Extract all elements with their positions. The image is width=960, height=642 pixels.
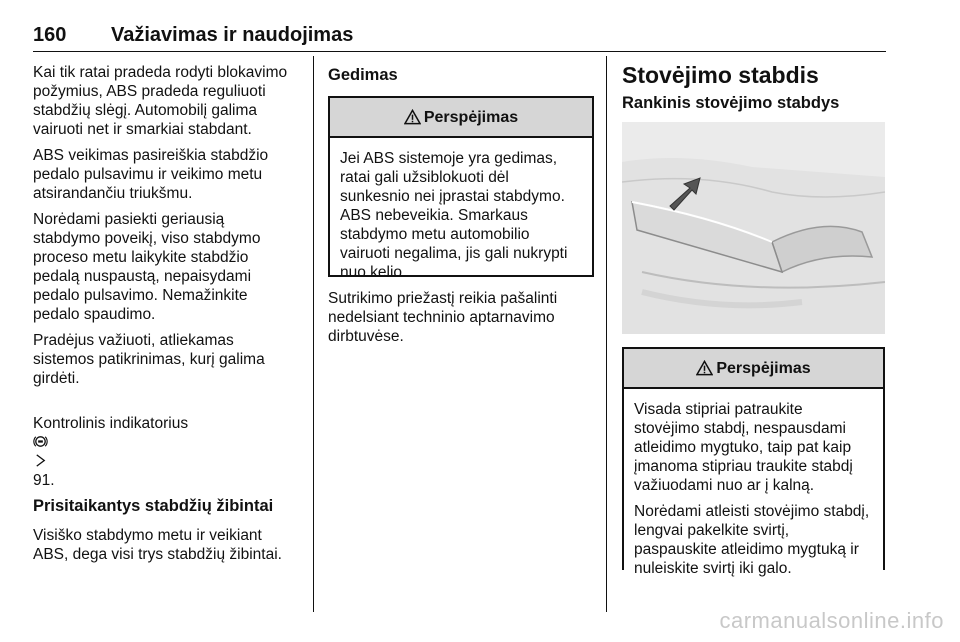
warning-text: Visada stipriai patraukite stovėjimo stabdį, nespausdami atleidimo mygtuko, taip pat kaip įmanoma stipriau traukite stabdį važiuodami nuo ar į kalną. — [634, 401, 853, 494]
column-1 — [33, 63, 309, 571]
section-heading: Stovėjimo stabdis — [622, 62, 819, 88]
page-header — [33, 24, 886, 52]
page-title: Važiavimas ir naudojimas — [111, 24, 354, 46]
page-number: 160 — [33, 24, 67, 46]
warning-body — [330, 138, 592, 296]
header-rule — [33, 51, 886, 52]
page-reference: 91. — [33, 472, 55, 489]
warning-triangle-icon — [696, 360, 713, 376]
warning-triangle-icon — [404, 109, 421, 125]
warning-text: Norėdami atleisti stovėjimo stabdį, lengvai pakelkite svirtį, paspauskite atleidimo mygtuką ir nuleiskite svirtį iki galo. — [634, 503, 870, 577]
paragraph: Visiško stabdymo metu ir veikiant ABS, dega visi trys stabdžių žibintai. — [33, 527, 282, 563]
paragraph: Norėdami pasiekti geriausią stabdymo poveikį, viso stabdymo proceso metu laikykite stabdžio pedalą nuspaustą, nepaisydami pedalo pulsavimo. Nemažinkite pedalo spaudimo. — [33, 211, 261, 323]
handbrake-illustration — [622, 122, 885, 334]
column-2 — [328, 63, 594, 353]
subsection-heading: Rankinis stovėjimo stabdys — [622, 94, 840, 112]
warning-label: Perspėjimas — [716, 359, 811, 377]
warning-box — [328, 96, 594, 281]
paragraph: Sutrikimo priežastį reikia pašalinti nedelsiant techninio aptarnavimo dirbtuvėse. — [328, 290, 558, 345]
warning-label: Perspėjimas — [423, 108, 519, 126]
handbrake-drawing — [622, 122, 885, 334]
paragraph: Pradėjus važiuoti, atliekamas sistemos patikrinimas, kurį galima girdėti. — [33, 332, 265, 387]
paragraph: Kai tik ratai pradeda rodyti blokavimo požymius, ABS pradeda reguliuoti stabdžių slėgį. Automobilį galima vairuoti net ir smarkiai stabdant. — [33, 64, 288, 138]
paragraph: ABS veikimas pasireiškia stabdžio pedalo pulsavimu ir veikimo metu atsirandančiu triukšmu. — [33, 147, 269, 202]
watermark: carmanualsonline.info — [719, 608, 944, 633]
indicator-reference — [33, 395, 309, 490]
page-reference-arrow-icon — [33, 453, 48, 468]
column-divider-2 — [606, 56, 607, 612]
warning-text: Jei ABS sistemoje yra gedimas, ratai gali užsiblokuoti dėl sunkesnio nei įprastai stabdymo. ABS nebeveikia. Smarkaus stabdymo metu automobilio vairuoti negalima, jis gali nukrypti nuo kelio. — [340, 150, 568, 281]
warning-box — [622, 347, 885, 577]
column-divider-1 — [313, 56, 314, 612]
section-heading: Gedimas — [328, 66, 398, 84]
warning-header — [624, 349, 883, 389]
column-3 — [622, 62, 885, 577]
warning-body — [624, 389, 883, 592]
indicator-text: Kontrolinis indikatorius — [33, 415, 189, 432]
section-heading: Prisitaikantys stabdžių žibintai — [33, 497, 274, 515]
warning-header — [330, 98, 592, 138]
abs-indicator-icon — [33, 434, 48, 449]
